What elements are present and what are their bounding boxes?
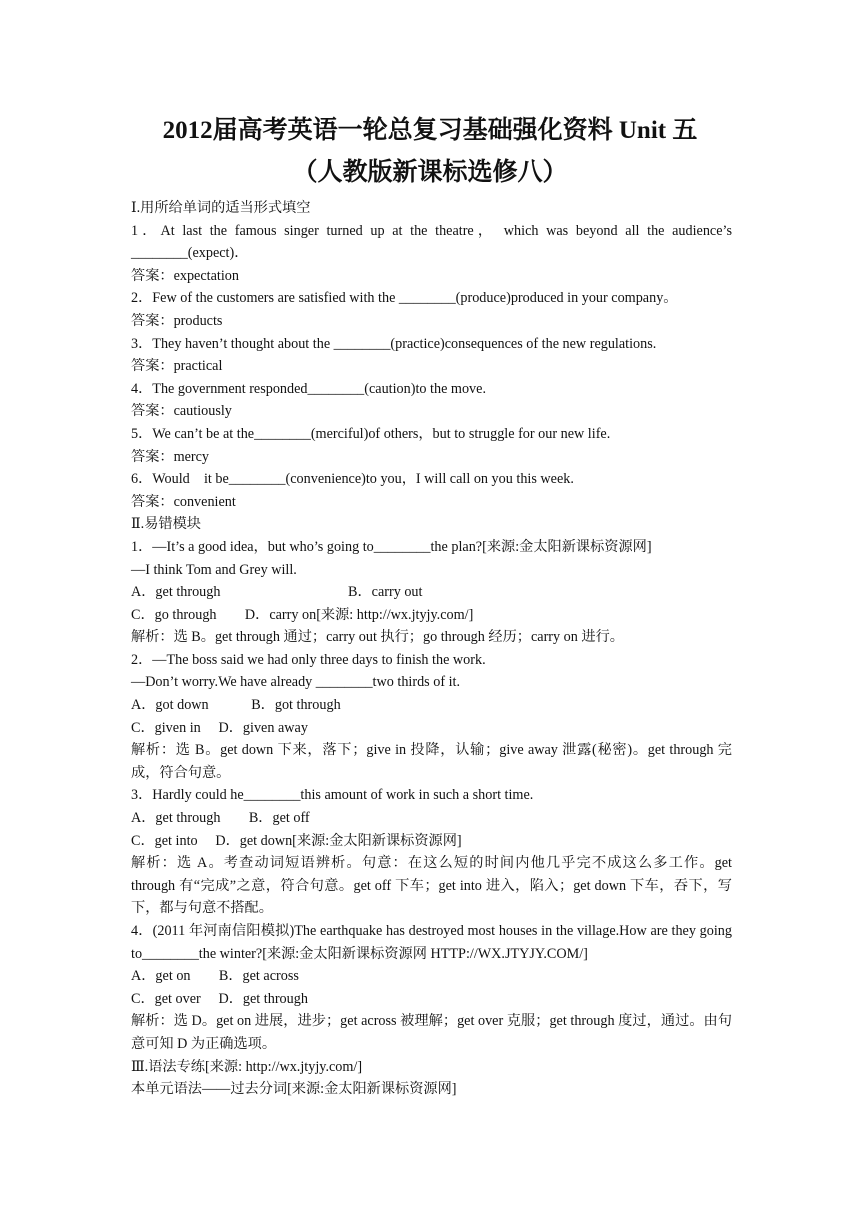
s2-q2-analysis: 解析：选 B。get down 下来，落下；give in 投降，认输；give away 泄露(秘密)。get through 完成，符合句意。: [131, 742, 732, 781]
section3-heading: Ⅲ.语法专练[来源: http://wx.jtyjy.com/]: [131, 1058, 363, 1075]
s1-answer-1: 答案：expectation: [131, 267, 239, 284]
s2-q3-analysis: 解析：选 A。考查动词短语辨析。句意：在这么短的时间内他几乎完不成这么多工作。get through 有“完成”之意，符合句意。get off 下车；get into 进入，陷入；get down 下车，吞下，写下，都与句意不搭配。: [131, 855, 732, 917]
s2-q1-options-cd: C．go through D．carry on[来源: http://wx.jtyjy.com/]: [131, 606, 474, 623]
s2-q2-options-cd: C．given in D．given away: [131, 719, 308, 736]
s2-q3-options-ab: A．get through B．get off: [131, 810, 310, 827]
s2-q1-option-a: A．get through: [131, 584, 221, 601]
s2-q2-stem: 2．—The boss said we had only three days to finish the work.: [131, 651, 486, 668]
s2-q3-options-cd: C．get into D．get down[来源:金太阳新课标资源网]: [131, 832, 462, 849]
s1-question-2: 2．Few of the customers are satisfied with the ________(produce)produced in your company。: [131, 290, 678, 307]
s2-q1-reply: —I think Tom and Grey will.: [131, 561, 297, 578]
s1-question-4: 4．The government responded________(caution)to the move.: [131, 380, 486, 397]
s2-q4-stem: 4．(2011 年河南信阳模拟)The earthquake has destroyed most houses in the village.How are they going to________the winter?[来源:金太阳新课标资源网 HTTP://WX.JTYJY.COM/]: [131, 923, 732, 962]
s2-q1-stem: 1．—It’s a good idea，but who’s going to________the plan?[来源:金太阳新课标资源网]: [131, 538, 652, 555]
section3-subheading: 本单元语法——过去分词[来源:金太阳新课标资源网]: [131, 1081, 457, 1098]
s1-answer-6: 答案：convenient: [131, 493, 236, 510]
s1-question-5: 5．We can’t be at the________(merciful)of others，but to struggle for our new life.: [131, 425, 611, 442]
s2-q3-stem: 3．Hardly could he________this amount of work in such a short time.: [131, 787, 534, 804]
s1-answer-5: 答案：mercy: [131, 448, 210, 465]
s1-answer-3: 答案：practical: [131, 358, 223, 375]
document-title: 2012届高考英语一轮总复习基础强化资料 Unit 五: [162, 117, 698, 144]
s1-answer-2: 答案：products: [131, 312, 223, 329]
s2-q4-options-cd: C．get over D．get through: [131, 990, 308, 1007]
s2-q1-analysis: 解析：选 B。get through 通过；carry out 执行；go through 经历；carry on 进行。: [131, 629, 624, 646]
s1-question-3: 3．They haven’t thought about the ________(practice)consequences of the new regulations.: [131, 335, 657, 352]
s1-question-1: 1．At last the famous singer turned up at the theatre， which was beyond all the audience’s ________(expect)．: [131, 222, 732, 262]
s2-q1-options-ab: [131, 581, 732, 604]
s2-q1-option-b: B．carry out: [348, 584, 423, 601]
s1-question-6: 6．Would it be________(convenience)to you，I will call on you this week.: [131, 471, 574, 488]
s2-q4-options-ab: A．get on B．get across: [131, 968, 299, 985]
s1-answer-4: 答案：cautiously: [131, 403, 232, 420]
document-subtitle: （人教版新课标选修八）: [292, 159, 568, 186]
section2-heading: Ⅱ.易错模块: [131, 516, 201, 533]
s2-q2-options-ab: A．got down B．got through: [131, 697, 341, 714]
document-body: [131, 197, 732, 1101]
section1-heading: Ⅰ.用所给单词的适当形式填空: [131, 200, 311, 216]
s2-q2-reply: —Don’t worry.We have already ________two thirds of it.: [131, 674, 461, 691]
s2-q4-analysis: 解析：选 D。get on 进展，进步；get across 被理解；get over 克服；get through 度过，通过。由句意可知 D 为正确选项。: [131, 1013, 732, 1052]
